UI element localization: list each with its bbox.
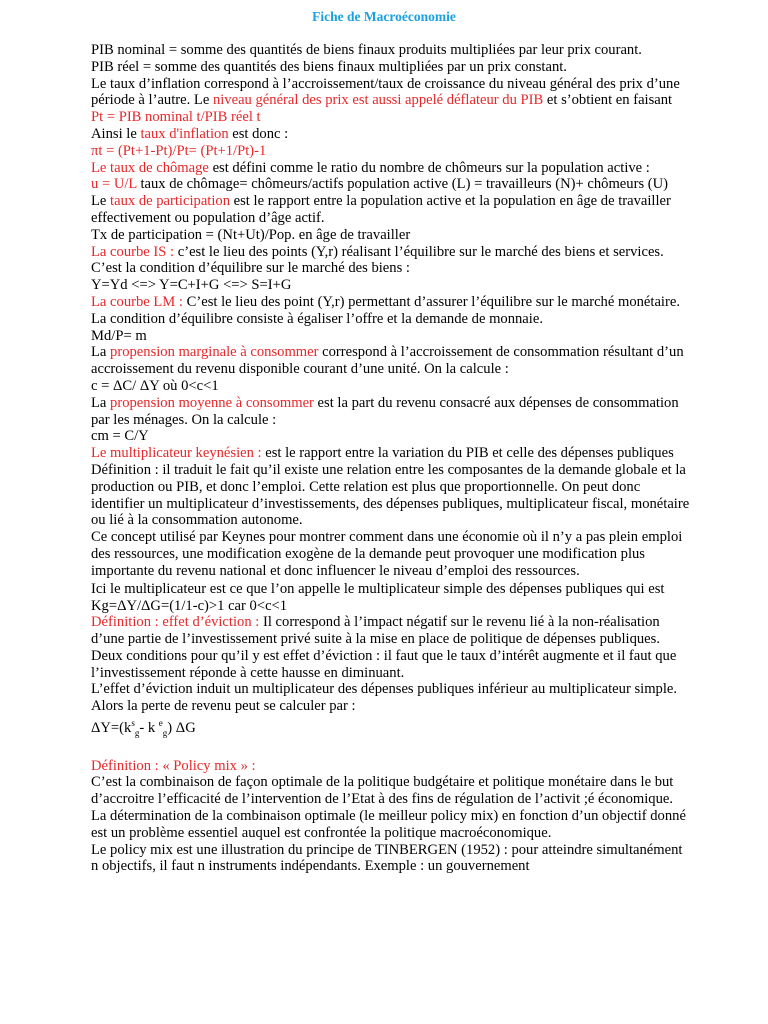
paragraph: [91, 277, 691, 294]
paragraph-text: PIB nominal = somme des quantités de biens finaux produits multipliées par leur prix courant.: [91, 42, 642, 58]
paragraph: [91, 842, 691, 876]
highlighted-term: Le multiplicateur keynésien :: [91, 445, 262, 462]
paragraph: [91, 294, 691, 328]
paragraph: [91, 143, 691, 160]
paragraph-text: Ainsi le: [91, 125, 141, 142]
paragraph: [91, 244, 691, 278]
paragraph: [91, 227, 691, 244]
highlighted-term: propension moyenne à consommer: [110, 394, 314, 411]
paragraph-text: C’est la combinaison de façon optimale de la politique budgétaire et politique monétaire dans le but d’accroitre l’efficacité de l’intervention de l’Etat à des fins de régulation de l’activit ;é économique.: [91, 774, 674, 808]
paragraph: [91, 774, 691, 808]
paragraph-text: Deux conditions pour qu’il y est effet d’éviction : il faut que le taux d’intérêt augmente et il faut que l’investissement réponde à cette hausse en diminuant.: [91, 647, 677, 681]
paragraph: [91, 193, 691, 227]
paragraph-text: Le: [91, 193, 111, 210]
highlighted-term: taux de participation: [110, 193, 230, 210]
paragraph: [91, 681, 691, 715]
paragraph-text: est la part du revenu consacré aux dépenses de consommation par les ménages. On la calcule :: [91, 394, 679, 428]
paragraph-text: cm = C/Y: [91, 428, 149, 445]
paragraph-text: g: [134, 727, 140, 738]
paragraph-text: La: [91, 344, 111, 361]
paragraph: [91, 808, 691, 842]
paragraph-text: ΔY=(k: [91, 719, 132, 736]
paragraph-text: est le rapport entre la variation du PIB et celle des dépenses publiques Définition : il traduit le fait qu’il existe une relation entre les composantes de la demande globale et la production ou PIB, et donc l’emploi. Cette relation est plus que proportionnelle. On peut donc identifier un multiplicateur d’investissements, des dépenses publiques, multiplicateur fiscal, monétaire ou lié à la consommation autonome.: [91, 445, 690, 529]
paragraph-text: Ce concept utilisé par Keynes pour montrer comment dans une économie où il n’y a pas plein emploi des ressources, une modification exogène de la demande peut provoquer une modification plus importante du revenu national et donc influencer le niveau d’emploi des ressources.: [91, 529, 683, 579]
paragraph-text: L’effet d’éviction induit un multiplicateur des dépenses publiques inférieur au multiplicateur simple. Alors la perte de revenu peut se calculer par :: [91, 681, 678, 715]
highlighted-term: La courbe LM :: [91, 293, 183, 310]
paragraph-text: c’est le lieu des points (Y,r) réalisant l’équilibre sur le marché des biens et services. C’est la condition d’équilibre sur le marché des biens :: [91, 243, 664, 277]
highlighted-term: Pt = PIB nominal t/PIB réel t: [91, 109, 261, 126]
paragraph: [91, 59, 691, 76]
paragraph-text: est défini comme le ratio du nombre de chômeurs sur la population active :: [208, 159, 650, 176]
highlighted-term: Définition : « Policy mix » :: [91, 757, 256, 774]
paragraph: [91, 529, 691, 579]
paragraph-text: Le taux d’inflation correspond à l’accroissement/taux de croissance du niveau général des prix d’une période à l’autre. Le: [91, 75, 680, 109]
paragraph: [91, 580, 691, 598]
paragraph-text: Kg=ΔY/ΔG=(1/1-c)>1 car 0<c<1: [91, 597, 288, 614]
highlighted-term: u = U/L: [91, 176, 137, 193]
paragraph-text: Ici le multiplicateur est ce que l’on appelle le multiplicateur simple des dépenses publiques qui est: [91, 580, 665, 597]
paragraph: [91, 160, 691, 177]
paragraph-text: La: [91, 394, 111, 411]
highlighted-term: Définition : effet d’éviction :: [91, 614, 260, 631]
paragraph: [91, 445, 691, 529]
paragraph: [91, 42, 691, 59]
highlighted-term: La courbe IS :: [91, 243, 175, 260]
paragraph: [91, 715, 691, 742]
paragraph: [91, 395, 691, 429]
paragraph-text: e: [158, 718, 163, 729]
document-body: [91, 42, 691, 875]
paragraph-text: Md/P= m: [91, 327, 147, 344]
paragraph: [91, 126, 691, 143]
paragraph: [91, 598, 691, 615]
highlighted-term: πt = (Pt+1-Pt)/Pt= (Pt+1/Pt)-1: [91, 142, 267, 159]
paragraph-text: est le rapport entre la population active et la population en âge de travailler effectivement ou population d’âge actif.: [91, 193, 671, 226]
paragraph-text: La détermination de la combinaison optimale (le meilleur policy mix) en fonction d’un objectif donné est un problème essentiel auquel est confrontée la politique macroéconomique.: [91, 808, 686, 841]
paragraph: [91, 758, 691, 775]
paragraph: [91, 648, 691, 682]
page-title: Fiche de Macroéconomie: [312, 9, 456, 24]
paragraph: [91, 109, 691, 126]
paragraph: [91, 428, 691, 445]
paragraph-text: taux de chômage= chômeurs/actifs population active (L) = travailleurs (N)+ chômeurs (U): [136, 176, 669, 193]
paragraph-text: - k: [139, 719, 159, 736]
paragraph-text: C’est le lieu des point (Y,r) permettant d’assurer l’équilibre sur le marché monétaire. La condition d’équilibre consiste à égaliser l’offre et la demande de monnaie.: [91, 293, 680, 327]
paragraph: [91, 378, 691, 395]
paragraph-text: s: [131, 718, 135, 729]
paragraph-text: c = ΔC/ ΔY où 0<c<1: [91, 377, 219, 394]
paragraph-text: Le policy mix est une illustration du principe de TINBERGEN (1952) : pour atteindre simultanément n objectifs, il faut n instruments indépendants. Exemple : un gouvernement: [91, 841, 683, 875]
paragraph: [91, 344, 691, 378]
paragraph: [91, 76, 691, 110]
paragraph-text: Y=Yd <=> Y=C+I+G <=> S=I+G: [91, 277, 292, 294]
paragraph-text: PIB réel = somme des quantités des biens finaux multipliées par un prix constant.: [91, 58, 567, 75]
paragraph: [91, 176, 691, 193]
paragraph-text: Il correspond à l’impact négatif sur le revenu lié à la non-réalisation d’une partie de l’investissement privé suite à la mise en place de politique de dépenses publiques.: [91, 614, 660, 648]
paragraph-text: ) ΔG: [167, 719, 196, 736]
paragraph: [91, 328, 691, 345]
paragraph-text: est donc :: [228, 125, 289, 142]
paragraph-text: Tx de participation = (Nt+Ut)/Pop. en âge de travailler: [91, 226, 411, 243]
paragraph: [91, 614, 691, 648]
highlighted-term: niveau général des prix est aussi appelé déflateur du PIB: [212, 92, 544, 109]
paragraph-text: et s’obtient en faisant: [543, 92, 673, 109]
paragraph-text: g: [162, 727, 168, 738]
highlighted-term: Le taux de chômage: [91, 159, 209, 176]
paragraph-text: correspond à l’accroissement de consommation résultant d’un accroissement du revenu disponible courant d’une unité. On la calcule :: [91, 344, 684, 378]
highlighted-term: taux d'inflation: [140, 125, 229, 142]
highlighted-term: propension marginale à consommer: [110, 344, 319, 361]
paragraph-spacer: [91, 742, 691, 758]
